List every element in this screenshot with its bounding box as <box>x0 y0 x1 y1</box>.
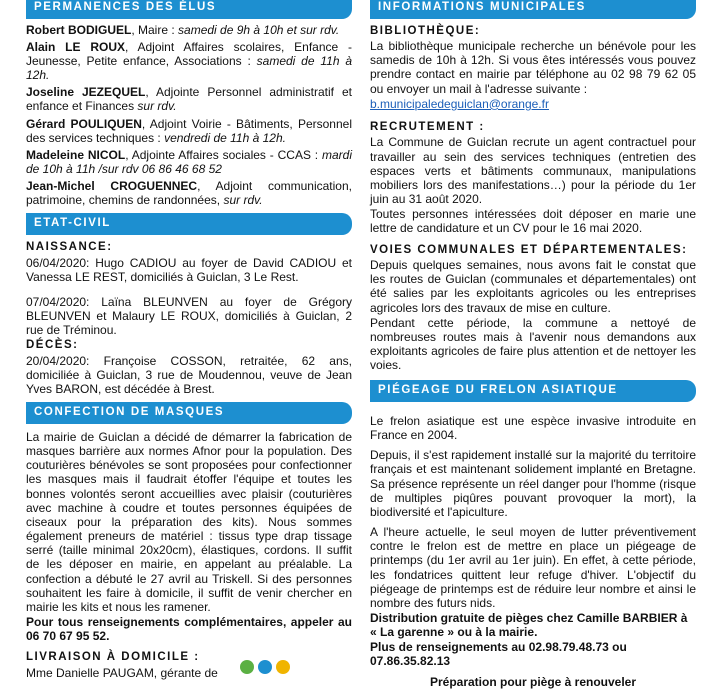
bibliotheque-email-link[interactable]: b.municipaledeguiclan@orange.fr <box>370 96 549 111</box>
frelon-text: Depuis, il s'est rapidement installé sur la majorité du territoire français et est maintenant solidement implanté en Bretagne. Sa présence représente un réel danger pour l'homme (risque de multiples piqûres pouvant provoquer la mort), la biodiversité et l'apiculture. <box>370 448 696 519</box>
elu-entry <box>26 23 352 37</box>
elu-hours: samedi de 11h à 12h. <box>26 53 352 83</box>
recrutement-text: La Commune de Guiclan recrute un agent contractuel pour travailler au sein des services techniques (entretien des espaces verts et bâtiments communaux, manipulations mobiliers lors des manifestations…) pour la période du 1er juin au 31 août 2020. <box>370 135 696 207</box>
section-header-etat-civil: ETAT-CIVIL <box>26 213 352 235</box>
recrutement-label: RECRUTEMENT : <box>370 120 485 133</box>
bibliotheque-text: La bibliothèque municipale recherche un bénévole pour les samedis de 10h à 12h. Si vous êtes intéressés vous pouvez prendre contact en mairie par téléphone au 02 98 79 62 05 ou envoyer un mail à l'adresse suivante : <box>370 39 696 96</box>
recrutement-text: Toutes personnes intéressées doit déposer en marie une lettre de candidature et un CV pour le 16 mai 2020. <box>370 207 696 236</box>
frelon-text: Le frelon asiatique est une espèce invasive introduite en France en 2004. <box>370 413 696 443</box>
logo-icon <box>240 660 254 674</box>
livraison-label: LIVRAISON À DOMICILE : <box>26 651 200 664</box>
elu-role: , Maire : <box>131 22 179 37</box>
elu-entry <box>26 179 352 207</box>
elu-entry <box>26 148 352 176</box>
section-header-elus: PERMANENCES DES ÉLUS <box>26 0 352 19</box>
section-header-frelon: PIÉGEAGE DU FRELON ASIATIQUE <box>370 380 696 402</box>
bibliotheque-label: BIBLIOTHÈQUE: <box>370 24 481 37</box>
elu-name: Jean-Michel CROGUENNEC <box>26 179 198 194</box>
elu-role: , Adjointe Personnel administratif et enfance et Finances <box>26 85 352 114</box>
elu-name: Robert BODIGUEL <box>26 22 132 37</box>
partner-logos <box>240 660 290 674</box>
voies-text: Depuis quelques semaines, nous avons fait le constat que les routes de Guiclan (communales et départementales) ont été salies par les exploitants agricoles ou les entreprises agricoles lors des travaux de mise en culture. <box>370 258 696 315</box>
elu-entry <box>26 85 352 113</box>
elu-name: Joseline JEZEQUEL <box>26 85 146 100</box>
livraison-text: Mme Danielle PAUGAM, gérante de <box>26 665 218 680</box>
deces-entry: 20/04/2020: Françoise COSSON, retraitée, 62 ans, domiciliée à Guiclan, 3 rue de Moudennou, veuve de Jean Yves BARON, est décédée à Brest. <box>26 353 352 397</box>
section-header-informations: INFORMATIONS MUNICIPALES <box>370 0 696 19</box>
masques-contact: Pour tous renseignements complémentaires, appeler au 06 70 67 95 52. <box>26 614 352 644</box>
deces-label: DÉCÈS: <box>26 339 79 352</box>
elu-hours: vendredi de 11h à 12h. <box>164 130 286 145</box>
elu-hours: samedi de 9h à 10h et sur rdv. <box>178 22 340 37</box>
elu-name: Alain LE ROUX <box>26 39 125 54</box>
naissance-label: NAISSANCE: <box>26 241 113 253</box>
right-column <box>370 0 696 690</box>
logo-icon <box>276 660 290 674</box>
elus-list <box>26 23 352 208</box>
elu-role: , Adjoint Voirie - Bâtiments, Personnel des services techniques : <box>26 116 352 145</box>
section-header-masques: CONFECTION DE MASQUES <box>26 402 352 424</box>
voies-label: VOIES COMMUNALES ET DÉPARTEMENTALES: <box>370 243 688 256</box>
elu-name: Gérard POULIQUEN <box>26 116 142 131</box>
naissance-entry: 06/04/2020: Hugo CADIOU au foyer de David CADIOU et Vanessa LE REST, domiciliés à Guiclan, 3 Le Rest. <box>26 255 352 284</box>
naissance-entry: 07/04/2020: Laïna BLEUNVEN au foyer de Grégory BLEUNVEN et Malaury LE ROUX, domiciliés à Guiclan, 2 rue de Tréminou. <box>26 294 352 338</box>
elu-hours: sur rdv. <box>137 99 177 114</box>
elu-role: , Adjoint communication, patrimoine, chemins de randonnées, <box>26 179 352 208</box>
frelon-preparation: Préparation pour piège à renouveler <box>429 674 637 689</box>
elu-role: , Adjoint Affaires scolaires, Enfance - Jeunesse, Petite enfance, Associations : <box>26 39 352 68</box>
voies-text: Pendant cette période, la commune a nettoyé de nombreuses routes mais à l'avenir nous demandons aux exploitants agricoles de faire plus attention et de nettoyer les voies. <box>370 315 696 373</box>
elu-role: , Adjointe Affaires sociales - CCAS : <box>125 147 322 162</box>
frelon-distribution: Distribution gratuite de pièges chez Camille BARBIER à « La garenne » ou à la mairie. <box>370 610 688 640</box>
elu-hours: mardi de 10h à 11h /sur rdv 06 86 46 68 52 <box>26 147 353 176</box>
elu-hours: sur rdv. <box>223 193 263 208</box>
left-column <box>26 0 352 681</box>
frelon-contact: Plus de renseignements au 02.98.79.48.73 ou 07.86.35.82.13 <box>370 640 627 669</box>
elu-entry <box>26 40 352 82</box>
logo-icon <box>258 660 272 674</box>
elu-entry <box>26 117 352 145</box>
elu-name: Madeleine NICOL <box>26 147 126 162</box>
masques-text: La mairie de Guiclan a décidé de démarrer la fabrication de masques barrière aux normes Afnor pour la population. Des couturières bénévoles se sont proposées pour confectionner les masques mais il faudrait étoffer l'équipe et toutes les bonnes volontés seront accueillies avec plaisir (couturières avec machine à coudre et toutes personnes équipées de ciseaux pour la préparation des kits). Nous sommes également preneurs de matériel : tissus type drap tissage serré (taille minimal 20x20cm), élastiques, cordons. Il suffit de les déposer en mairie, en appelant au préalable. La confection a débuté le 27 avril au Triskell. Si des personnes souhaitent les faire à domicile, il suffit de venir chercher en mairie les kits et nous les ramener. <box>26 429 352 614</box>
frelon-text: A l'heure actuelle, le seul moyen de lutter préventivement contre le frelon est de mettre en place un piégeage de printemps (du 1er avril au 1er juin). En effet, à cette période, les fondatrices quittent leur refuge d'hiver. L'objectif du piégeage de printemps est de réduire leur nombre et ainsi le nombre des futurs nids. <box>370 525 696 610</box>
